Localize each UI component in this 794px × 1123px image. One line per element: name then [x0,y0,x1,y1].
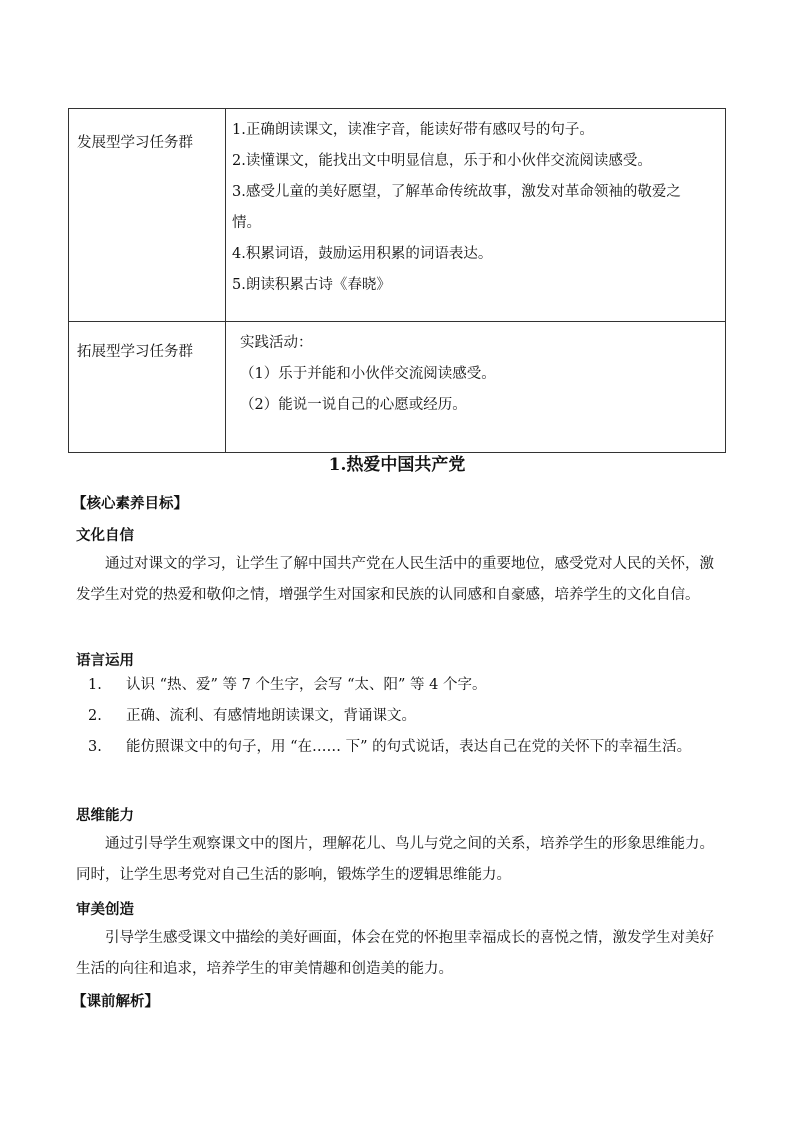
task-line: 2.读懂课文，能找出文中明显信息，乐于和小伙伴交流阅读感受。 [232,153,652,169]
item-text: 正确、流利、有感情地朗读课文，背诵课文。 [126,708,416,724]
culture-paragraph: 通过对课文的学习，让学生了解中国共产党在人民生活中的重要地位，感受党对人民的关怀，激发学生对党的热爱和敬仰之情，增强学生对国家和民族的认同感和自豪感，培养学生的文化自信。 [76,556,714,603]
lesson-title: 1.热爱中国共产党 [328,455,466,475]
aesthetic-paragraph-block [76,923,726,985]
row-content [226,322,726,453]
item-number: 1. [88,677,102,693]
thinking-paragraph-block [76,829,726,891]
preclass-heading-block [72,990,722,1011]
task-line: （1）乐于并能和小伙伴交流阅读感受。 [240,366,496,382]
language-heading: 语言运用 [76,652,134,669]
list-item [88,732,726,763]
item-text: 认识 “热、爱” 等 7 个生字，会写 “太、阳” 等 4 个字。 [126,677,487,693]
task-line: 情。 [232,215,261,231]
task-line: （2）能说一说自己的心愿或经历。 [240,397,467,413]
task-line: 3.感受儿童的美好愿望，了解革命传统故事，激发对革命领袖的敬爱之 [232,184,681,200]
culture-paragraph-block [76,549,726,611]
thinking-paragraph: 通过引导学生观察课文中的图片，理解花儿、鸟儿与党之间的关系，培养学生的形象思维能力。同时，让学生思考党对自己生活的影响，锻炼学生的逻辑思维能力。 [76,836,714,883]
language-list-block [88,670,726,763]
language-section [76,649,726,670]
core-heading-block [72,492,722,513]
row-label: 拓展型学习任务群 [69,322,226,453]
aesthetic-paragraph: 引导学生感受课文中描绘的美好画面，体会在党的怀抱里幸福成长的喜悦之情，激发学生对美好生活的向往和追求，培养学生的审美情趣和创造美的能力。 [76,930,714,977]
preclass-heading: 【课前解析】 [72,993,159,1010]
task-line: 5.朗读积累古诗《春晓》 [232,277,391,293]
aesthetic-heading: 审美创造 [76,901,134,918]
item-text: 能仿照课文中的句子，用 “在…… 下” 的句式说话，表达自己在党的关怀下的幸福生活。 [126,739,692,755]
culture-section [76,524,726,545]
thinking-heading: 思维能力 [76,807,134,824]
list-item [88,701,726,732]
table-row [69,322,726,453]
language-list [88,670,726,763]
task-line: 实践活动： [240,335,313,351]
task-line: 4.积累词语，鼓励运用积累的词语表达。 [232,246,493,262]
item-number: 3. [88,739,102,755]
aesthetic-section [76,898,726,919]
row-label: 发展型学习任务群 [69,109,226,322]
thinking-section [76,804,726,825]
learning-task-table [68,108,726,453]
table-row [69,109,726,322]
row-content [226,109,726,322]
task-line: 1.正确朗读课文，读准字音，能读好带有感叹号的句子。 [232,122,594,138]
item-number: 2. [88,708,102,724]
list-item [88,670,726,701]
culture-heading: 文化自信 [76,527,134,544]
core-literacy-heading: 【核心素养目标】 [72,495,188,512]
